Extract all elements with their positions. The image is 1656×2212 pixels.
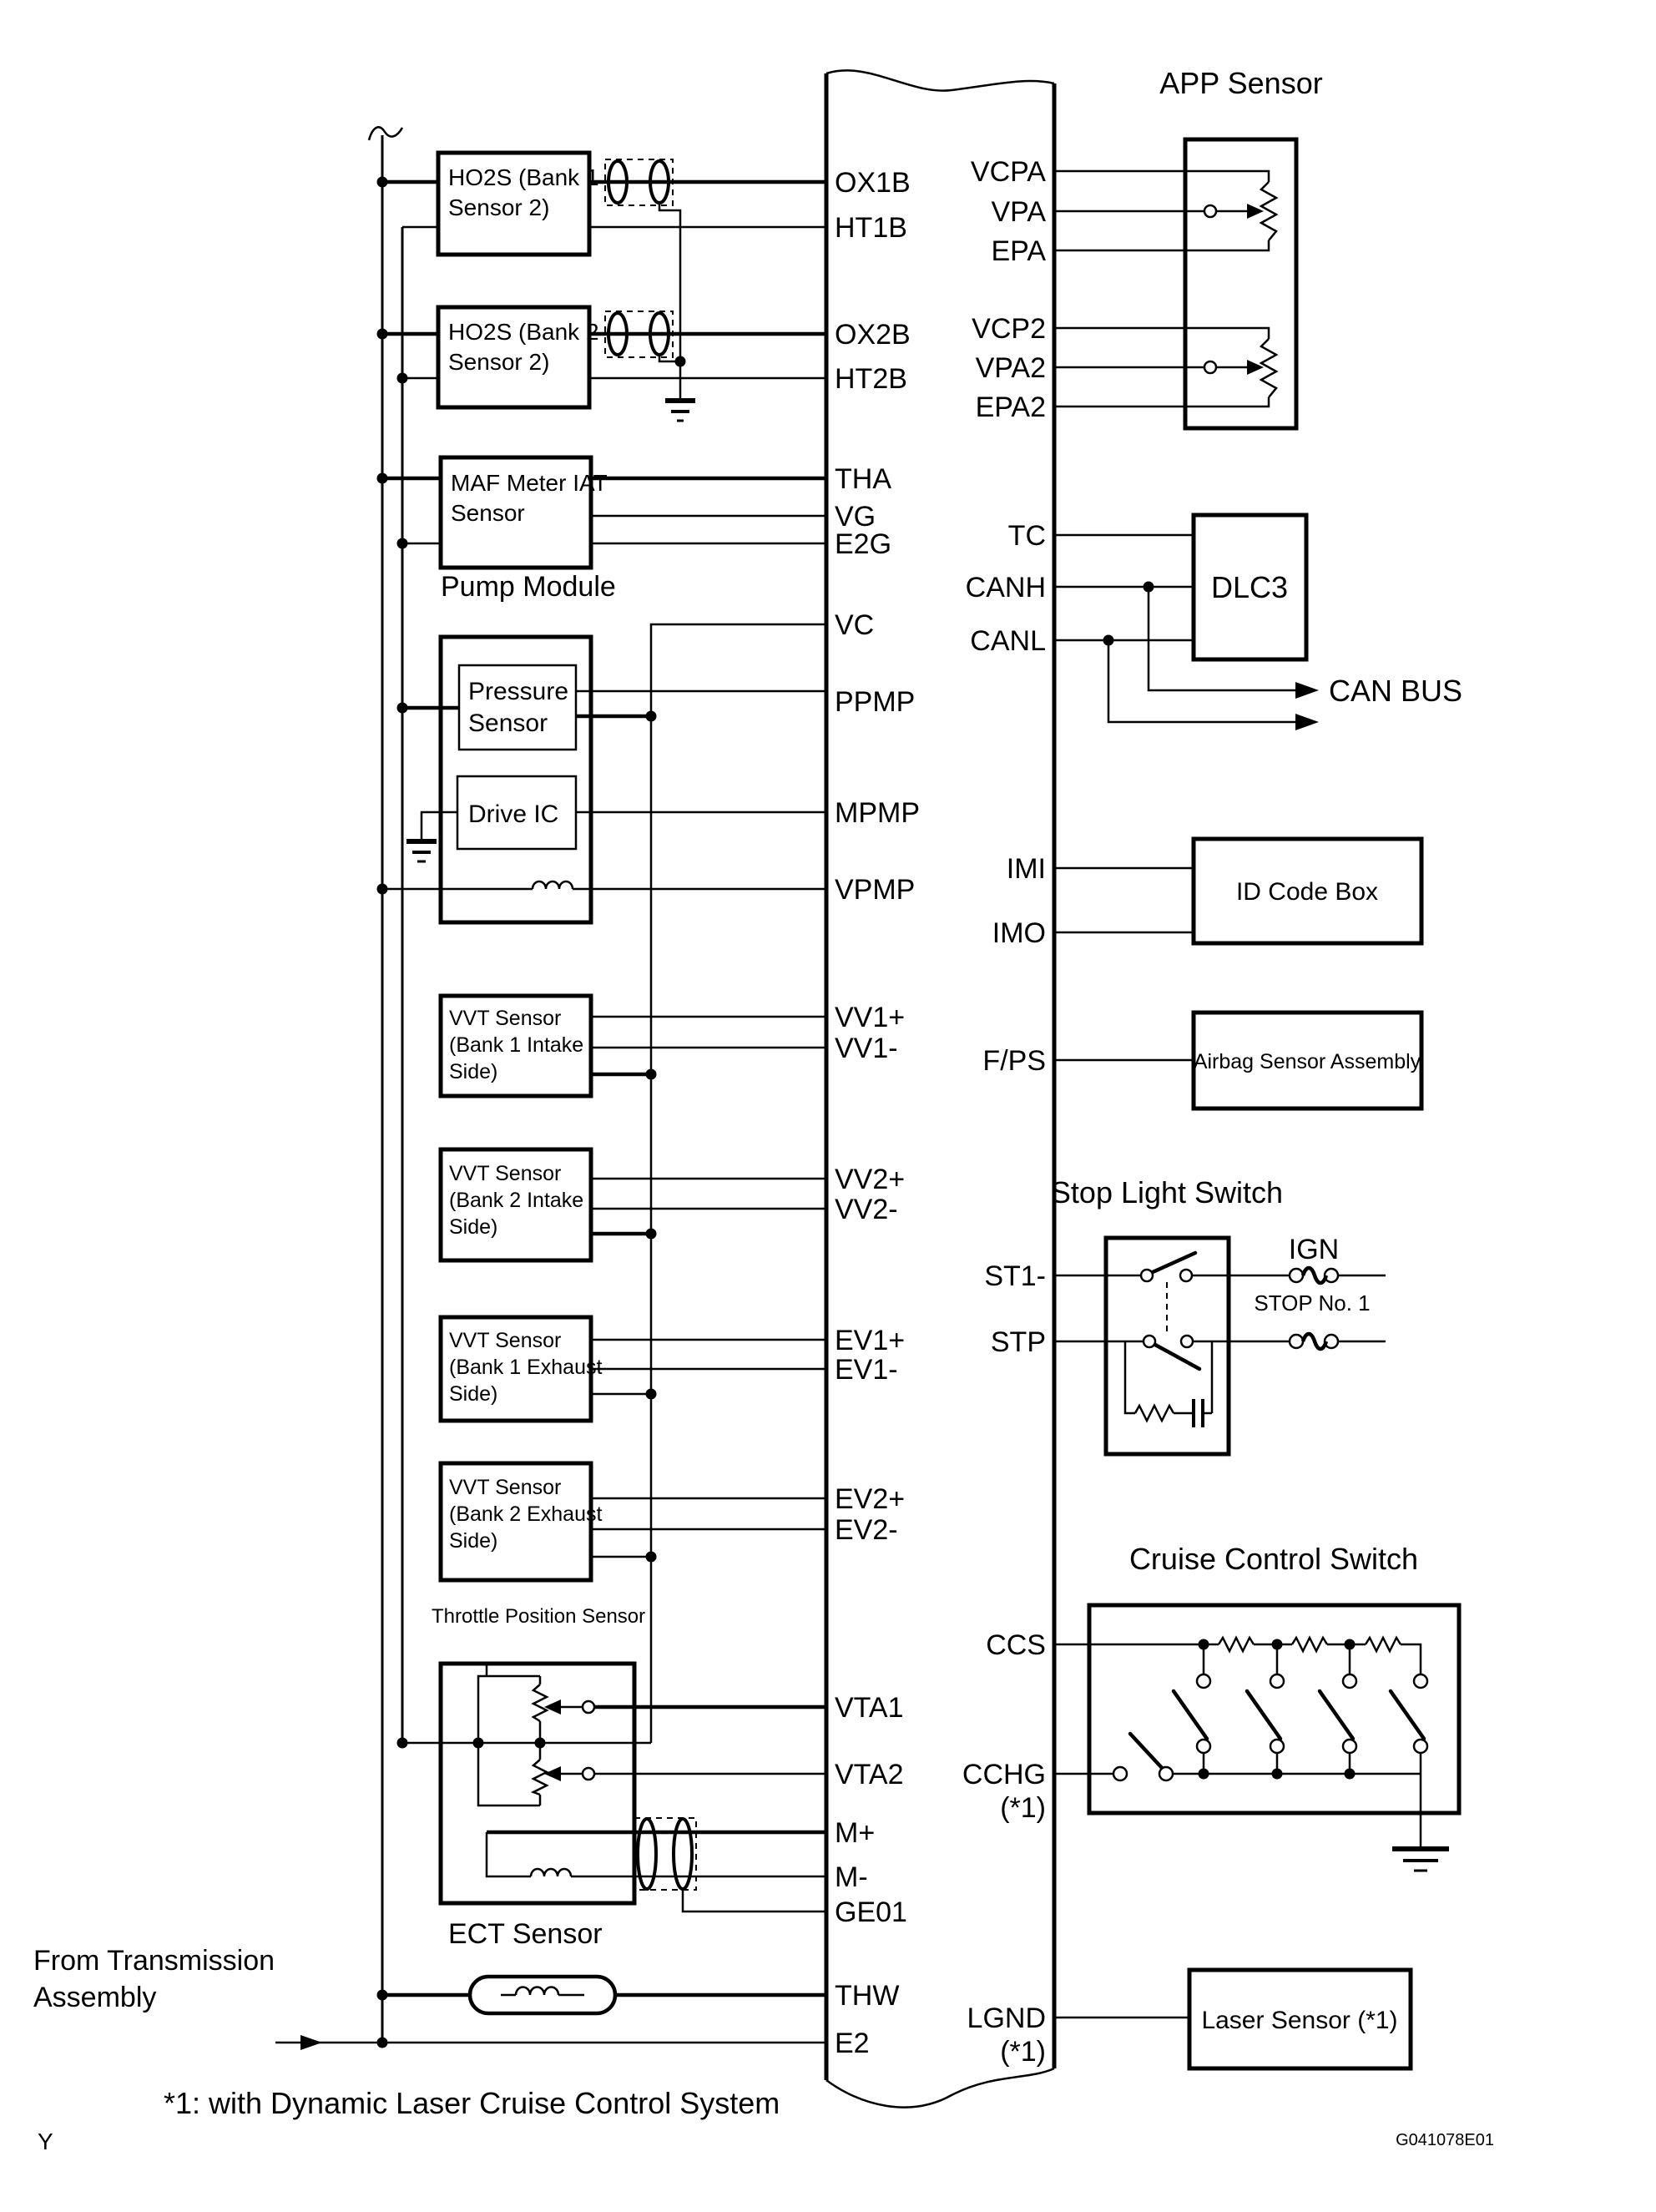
- pin-vpa2: VPA2: [975, 352, 1046, 384]
- cruise-control-switch-group: [1054, 1542, 1459, 1871]
- coil-icon: [533, 881, 573, 889]
- ccs-rail-wire: [1054, 1644, 1421, 1674]
- pin-imi: IMI: [1006, 853, 1046, 885]
- id-code-box-group: [1054, 839, 1421, 943]
- contact-icon: [1197, 1674, 1210, 1688]
- epa2-wire: [1054, 397, 1269, 407]
- pin-epa2: EPA2: [975, 391, 1046, 423]
- ho2s-bank2-sensor: [382, 307, 826, 421]
- pin-ev1p: EV1+: [835, 1325, 906, 1356]
- arrow-right-icon: [300, 2035, 322, 2050]
- contact-icon: [1270, 1674, 1284, 1688]
- contact-icon: [1204, 361, 1216, 373]
- resistor-icon: [1292, 1638, 1327, 1651]
- pin-vcpa: VCPA: [970, 156, 1046, 188]
- resistor-icon: [533, 1760, 547, 1795]
- pin-thw: THW: [835, 1980, 900, 2012]
- pin-mpmp: MPMP: [835, 797, 920, 829]
- vvt1-label-1: VVT Sensor: [449, 1007, 562, 1030]
- dlc3-label: DLC3: [1210, 570, 1289, 604]
- vvt1-label-3: Side): [449, 1060, 498, 1083]
- contact-icon: [1204, 205, 1216, 217]
- vvt-sensor-bank1-exhaust: [441, 1317, 826, 1421]
- switch-blade-icon: [1391, 1691, 1424, 1739]
- pin-canh: CANH: [965, 572, 1046, 604]
- pin-epa: EPA: [991, 235, 1046, 267]
- pin-ox1b: OX1B: [835, 167, 911, 199]
- contact-icon: [583, 1768, 594, 1780]
- vvt2-label-1: VVT Sensor: [449, 1162, 562, 1185]
- pin-e2: E2: [835, 2028, 870, 2059]
- pin-ccs: CCS: [986, 1629, 1046, 1661]
- pin-tha: THA: [835, 463, 891, 495]
- resistor-icon: [1219, 1638, 1254, 1651]
- pin-lgnd-note: (*1): [1000, 2036, 1046, 2068]
- ev1-label-2: (Bank 1 Exhaust: [449, 1356, 603, 1379]
- from-transmission-line2: Assembly: [33, 1982, 157, 2013]
- vvt2-label-3: Side): [449, 1215, 498, 1239]
- maf-iat-sensor: [382, 457, 826, 568]
- pin-cchg-note: (*1): [1000, 1792, 1046, 1824]
- pin-vc: VC: [835, 609, 875, 641]
- pin-vta2: VTA2: [835, 1759, 904, 1790]
- resistor-icon: [533, 1684, 547, 1721]
- pin-vv1p: VV1+: [835, 1002, 906, 1033]
- pin-ht1b: HT1B: [835, 212, 907, 244]
- ho2s2-label-2: Sensor 2): [448, 349, 550, 375]
- epa-wire: [1054, 240, 1269, 250]
- ign-label: IGN: [1288, 1234, 1340, 1265]
- switch-blade-icon: [1130, 1734, 1163, 1769]
- arrow-right-icon: [1295, 714, 1319, 730]
- vvt2-label-2: (Bank 2 Intake: [449, 1189, 584, 1212]
- contact-icon: [1197, 1740, 1210, 1753]
- switch-blade-icon: [1174, 1691, 1207, 1739]
- upper-stubs: [1204, 1644, 1350, 1674]
- ho2s1-label-2: Sensor 2): [448, 194, 550, 220]
- vc-wire: [651, 624, 826, 1743]
- switch-blade-icon: [1320, 1691, 1353, 1739]
- capacitor-icon: [1194, 1399, 1203, 1427]
- wiper-arrow-icon: [544, 1766, 561, 1781]
- stop-light-switch-group: [1051, 1175, 1386, 1454]
- ground-icon: [406, 841, 437, 861]
- pin-canl: CANL: [970, 625, 1046, 657]
- contact-icon: [1113, 1767, 1127, 1780]
- ect-label: ECT Sensor: [448, 1918, 603, 1950]
- cruise-title: Cruise Control Switch: [1128, 1542, 1419, 1576]
- pin-vpa: VPA: [991, 196, 1046, 228]
- can-bus-label: CAN BUS: [1329, 674, 1463, 708]
- from-transmission-line1: From Transmission: [33, 1945, 275, 1977]
- id-code-box-label: ID Code Box: [1235, 878, 1379, 906]
- airbag-label: Airbag Sensor Assembly: [1193, 1050, 1421, 1073]
- ground-icon: [665, 401, 695, 421]
- pin-vg: VG: [835, 501, 876, 533]
- pin-imo: IMO: [992, 917, 1046, 949]
- contact-icon: [1414, 1740, 1427, 1753]
- lower-stubs: [1204, 1753, 1421, 1849]
- resistor-icon: [1366, 1638, 1401, 1651]
- contact-icon: [1181, 1336, 1193, 1347]
- airbag-group: [1054, 1013, 1421, 1109]
- pin-cchg: CCHG: [962, 1759, 1046, 1790]
- ho2s2-label-1: HO2S (Bank 2: [448, 319, 599, 345]
- shield-drain-wire: [659, 204, 680, 401]
- app-title: APP Sensor: [1159, 66, 1323, 100]
- pin-lgnd: LGND: [967, 2002, 1046, 2034]
- pin-vv2m: VV2-: [835, 1194, 898, 1225]
- pin-fps: F/PS: [982, 1045, 1046, 1077]
- contact-icon: [1141, 1270, 1153, 1281]
- ge01-wire: [683, 1889, 826, 1912]
- tps-box: [441, 1664, 634, 1903]
- pin-mminus: M-: [835, 1861, 868, 1893]
- dlc3-group: [1054, 515, 1462, 730]
- pin-tc: TC: [1007, 520, 1046, 552]
- pin-st1m: ST1-: [984, 1260, 1046, 1292]
- stop-light-title: Stop Light Switch: [1050, 1175, 1284, 1210]
- pin-vta1: VTA1: [835, 1692, 904, 1724]
- app-sensor: [1054, 66, 1323, 428]
- contact-icon: [1343, 1740, 1356, 1753]
- thermistor-icon: [470, 1977, 615, 2013]
- corner-mark: Y: [38, 2129, 53, 2154]
- contact-icon: [1159, 1767, 1173, 1780]
- pin-ht2b: HT2B: [835, 363, 907, 395]
- ecm-left-pin-labels: [835, 167, 920, 2059]
- pin-vv1m: VV1-: [835, 1033, 898, 1064]
- ecm-bottom-wave: [826, 2068, 1054, 2108]
- fuse-icon: [1290, 1334, 1386, 1349]
- fuse-icon: [1290, 1268, 1386, 1283]
- vvt-sensor-bank1-intake: [441, 996, 826, 1096]
- stop-no1-label: STOP No. 1: [1254, 1290, 1371, 1316]
- ect-sensor: [382, 1977, 826, 2013]
- pressure-label-2: Sensor: [468, 710, 548, 737]
- ev2-label-1: VVT Sensor: [449, 1476, 562, 1499]
- potentiometer-frame: [478, 1676, 540, 1805]
- pin-ev2m: EV2-: [835, 1514, 898, 1546]
- ho2s1-label-1: HO2S (Bank 1: [448, 164, 599, 190]
- shield-ring-icon: [674, 1819, 692, 1889]
- motor-coil-icon: [531, 1869, 571, 1876]
- app-box: [1185, 139, 1296, 428]
- contact-icon: [1270, 1740, 1284, 1753]
- pump-module-label: Pump Module: [441, 571, 616, 603]
- shield-icon: [634, 1818, 696, 1890]
- wiper-arrow-icon: [544, 1699, 561, 1715]
- throttle-position-sensor: [402, 1664, 826, 1912]
- laser-label: Laser Sensor (*1): [1201, 2007, 1398, 2034]
- pin-vcp2: VCP2: [972, 313, 1046, 345]
- maf-label-1: MAF Meter IAT: [451, 470, 608, 496]
- maf-label-2: Sensor: [451, 500, 525, 526]
- snubber-left: [1125, 1341, 1135, 1413]
- contact-icon: [1144, 1336, 1155, 1347]
- coil-icon: [516, 1987, 558, 1995]
- ev1-label-1: VVT Sensor: [449, 1329, 562, 1352]
- arrow-right-icon: [1295, 682, 1319, 699]
- pin-ev2p: EV2+: [835, 1483, 906, 1515]
- potentiometer-icon: [1261, 339, 1276, 397]
- pin-mplus: M+: [835, 1817, 876, 1849]
- tps-label: Throttle Position Sensor: [432, 1605, 646, 1628]
- vvt1-label-2: (Bank 1 Intake: [449, 1033, 584, 1057]
- footnote: *1: with Dynamic Laser Cruise Control System: [164, 2086, 780, 2120]
- ecm-top-wave: [826, 70, 1054, 90]
- ev2-label-3: Side): [449, 1529, 498, 1553]
- pin-ppmp: PPMP: [835, 686, 916, 718]
- contact-icon: [583, 1701, 594, 1713]
- ecm-right-pin-labels: [962, 156, 1046, 2068]
- vvt-sensor-bank2-intake: [441, 1149, 826, 1260]
- left-bus-lines: [369, 127, 408, 2048]
- e2-input: [275, 2035, 826, 2050]
- bus-continuation-squiggle-icon: [369, 127, 402, 140]
- pressure-label-1: Pressure: [468, 678, 569, 705]
- shield-ring-icon: [638, 1819, 656, 1889]
- pin-ev1m: EV1-: [835, 1354, 898, 1386]
- ground-icon: [1392, 1849, 1449, 1871]
- pin-vpmp: VPMP: [835, 874, 916, 906]
- pin-ge01: GE01: [835, 1896, 907, 1928]
- laser-sensor-group: [1054, 1970, 1411, 2068]
- pin-ox2b: OX2B: [835, 319, 911, 351]
- contact-icon: [1180, 1270, 1192, 1281]
- can-l-branch: [1108, 640, 1296, 722]
- vcpa-wire: [1054, 171, 1269, 182]
- contact-icon: [1414, 1674, 1427, 1688]
- pin-vv2p: VV2+: [835, 1164, 906, 1195]
- switch-blade-icon: [1155, 1345, 1199, 1369]
- pump-module: [382, 637, 826, 922]
- switch-blade-icon: [1247, 1691, 1280, 1739]
- ev1-label-3: Side): [449, 1382, 498, 1406]
- vcp2-wire: [1054, 328, 1269, 339]
- ev2-label-2: (Bank 2 Exhaust: [449, 1502, 603, 1526]
- drive-ic-label: Drive IC: [468, 800, 559, 828]
- figure-code: G041078E01: [1396, 2131, 1494, 2149]
- pin-e2g: E2G: [835, 528, 892, 560]
- resistor-icon: [1135, 1406, 1174, 1421]
- vvt-sensor-bank2-exhaust: [441, 1463, 826, 1580]
- pin-stp: STP: [990, 1326, 1046, 1358]
- contact-icon: [1343, 1674, 1356, 1688]
